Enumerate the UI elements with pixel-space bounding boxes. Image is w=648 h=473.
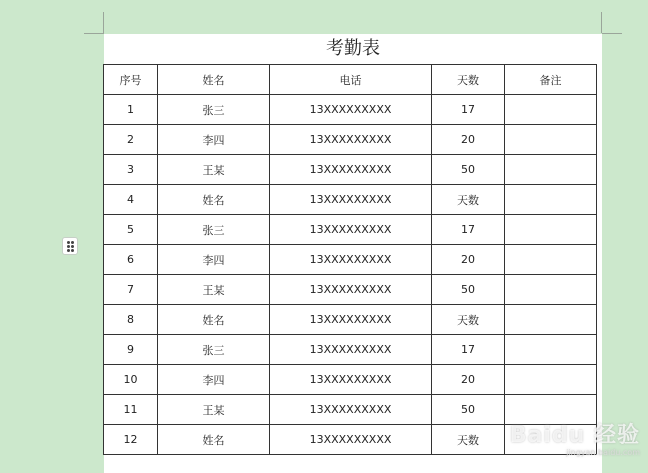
table-row	[104, 155, 597, 185]
cell-index[interactable]: 12	[104, 425, 158, 455]
attendance-table[interactable]	[103, 64, 597, 455]
cell-index[interactable]: 8	[104, 305, 158, 335]
cell-phone[interactable]: 13XXXXXXXXX	[270, 305, 432, 335]
cell-index[interactable]: 4	[104, 185, 158, 215]
table-row	[104, 365, 597, 395]
cell-name[interactable]: 王某	[158, 275, 270, 305]
cell-days[interactable]: 20	[432, 125, 505, 155]
cell-name[interactable]: 王某	[158, 395, 270, 425]
cell-index[interactable]: 1	[104, 95, 158, 125]
table-header-row	[104, 65, 597, 95]
cell-remarks[interactable]	[505, 335, 597, 365]
document-title[interactable]: 考勤表	[326, 38, 380, 59]
cell-days[interactable]: 50	[432, 395, 505, 425]
cell-name[interactable]: 李四	[158, 365, 270, 395]
cell-remarks[interactable]	[505, 95, 597, 125]
cell-days[interactable]: 17	[432, 335, 505, 365]
cell-phone[interactable]: 13XXXXXXXXX	[270, 275, 432, 305]
cell-remarks[interactable]	[505, 155, 597, 185]
cell-phone[interactable]: 13XXXXXXXXX	[270, 155, 432, 185]
cell-remarks[interactable]	[505, 275, 597, 305]
cell-phone[interactable]: 13XXXXXXXXX	[270, 95, 432, 125]
cell-days[interactable]: 20	[432, 365, 505, 395]
header-cell-remarks[interactable]: 备注	[505, 65, 597, 95]
cell-name[interactable]: 姓名	[158, 305, 270, 335]
crop-mark-top-right-vertical	[601, 12, 602, 33]
cell-name[interactable]: 张三	[158, 215, 270, 245]
cell-days[interactable]: 天数	[432, 185, 505, 215]
cell-index[interactable]: 2	[104, 125, 158, 155]
cell-phone[interactable]: 13XXXXXXXXX	[270, 125, 432, 155]
cell-name[interactable]: 张三	[158, 335, 270, 365]
baidu-watermark	[509, 418, 640, 457]
cell-name[interactable]: 张三	[158, 95, 270, 125]
table-row	[104, 245, 597, 275]
cell-index[interactable]: 6	[104, 245, 158, 275]
table-move-handle[interactable]	[62, 237, 78, 255]
cell-phone[interactable]: 13XXXXXXXXX	[270, 185, 432, 215]
cell-remarks[interactable]	[505, 305, 597, 335]
cell-name[interactable]: 李四	[158, 125, 270, 155]
crop-mark-top-right-horizontal	[602, 33, 622, 34]
cell-remarks[interactable]	[505, 365, 597, 395]
cell-phone[interactable]: 13XXXXXXXXX	[270, 245, 432, 275]
crop-mark-top-left-vertical	[103, 12, 104, 33]
cell-index[interactable]: 9	[104, 335, 158, 365]
cell-days[interactable]: 17	[432, 215, 505, 245]
cell-days[interactable]: 17	[432, 95, 505, 125]
watermark-subtext: jingyan.baidu.com	[566, 448, 640, 457]
cell-index[interactable]: 3	[104, 155, 158, 185]
table-row	[104, 305, 597, 335]
cell-phone[interactable]: 13XXXXXXXXX	[270, 395, 432, 425]
cell-days[interactable]: 天数	[432, 305, 505, 335]
cell-index[interactable]: 10	[104, 365, 158, 395]
header-cell-name[interactable]: 姓名	[158, 65, 270, 95]
cell-phone[interactable]: 13XXXXXXXXX	[270, 425, 432, 455]
crop-mark-top-left-horizontal	[84, 33, 104, 34]
table-row	[104, 335, 597, 365]
watermark-text: Baidu 经验	[509, 423, 640, 448]
cell-index[interactable]: 5	[104, 215, 158, 245]
header-cell-index[interactable]: 序号	[104, 65, 158, 95]
table-row	[104, 95, 597, 125]
cell-name[interactable]: 姓名	[158, 185, 270, 215]
header-cell-days[interactable]: 天数	[432, 65, 505, 95]
cell-index[interactable]: 11	[104, 395, 158, 425]
cell-days[interactable]: 天数	[432, 425, 505, 455]
cell-phone[interactable]: 13XXXXXXXXX	[270, 365, 432, 395]
cell-remarks[interactable]	[505, 245, 597, 275]
cell-name[interactable]: 王某	[158, 155, 270, 185]
cell-name[interactable]: 姓名	[158, 425, 270, 455]
cell-remarks[interactable]	[505, 125, 597, 155]
cell-days[interactable]: 50	[432, 155, 505, 185]
cell-phone[interactable]: 13XXXXXXXXX	[270, 335, 432, 365]
cell-remarks[interactable]	[505, 215, 597, 245]
cell-days[interactable]: 50	[432, 275, 505, 305]
table-row	[104, 185, 597, 215]
cell-index[interactable]: 7	[104, 275, 158, 305]
cell-remarks[interactable]	[505, 185, 597, 215]
table-row	[104, 275, 597, 305]
cell-name[interactable]: 李四	[158, 245, 270, 275]
header-cell-phone[interactable]: 电话	[270, 65, 432, 95]
table-row	[104, 215, 597, 245]
table-row	[104, 125, 597, 155]
cell-phone[interactable]: 13XXXXXXXXX	[270, 215, 432, 245]
cell-days[interactable]: 20	[432, 245, 505, 275]
